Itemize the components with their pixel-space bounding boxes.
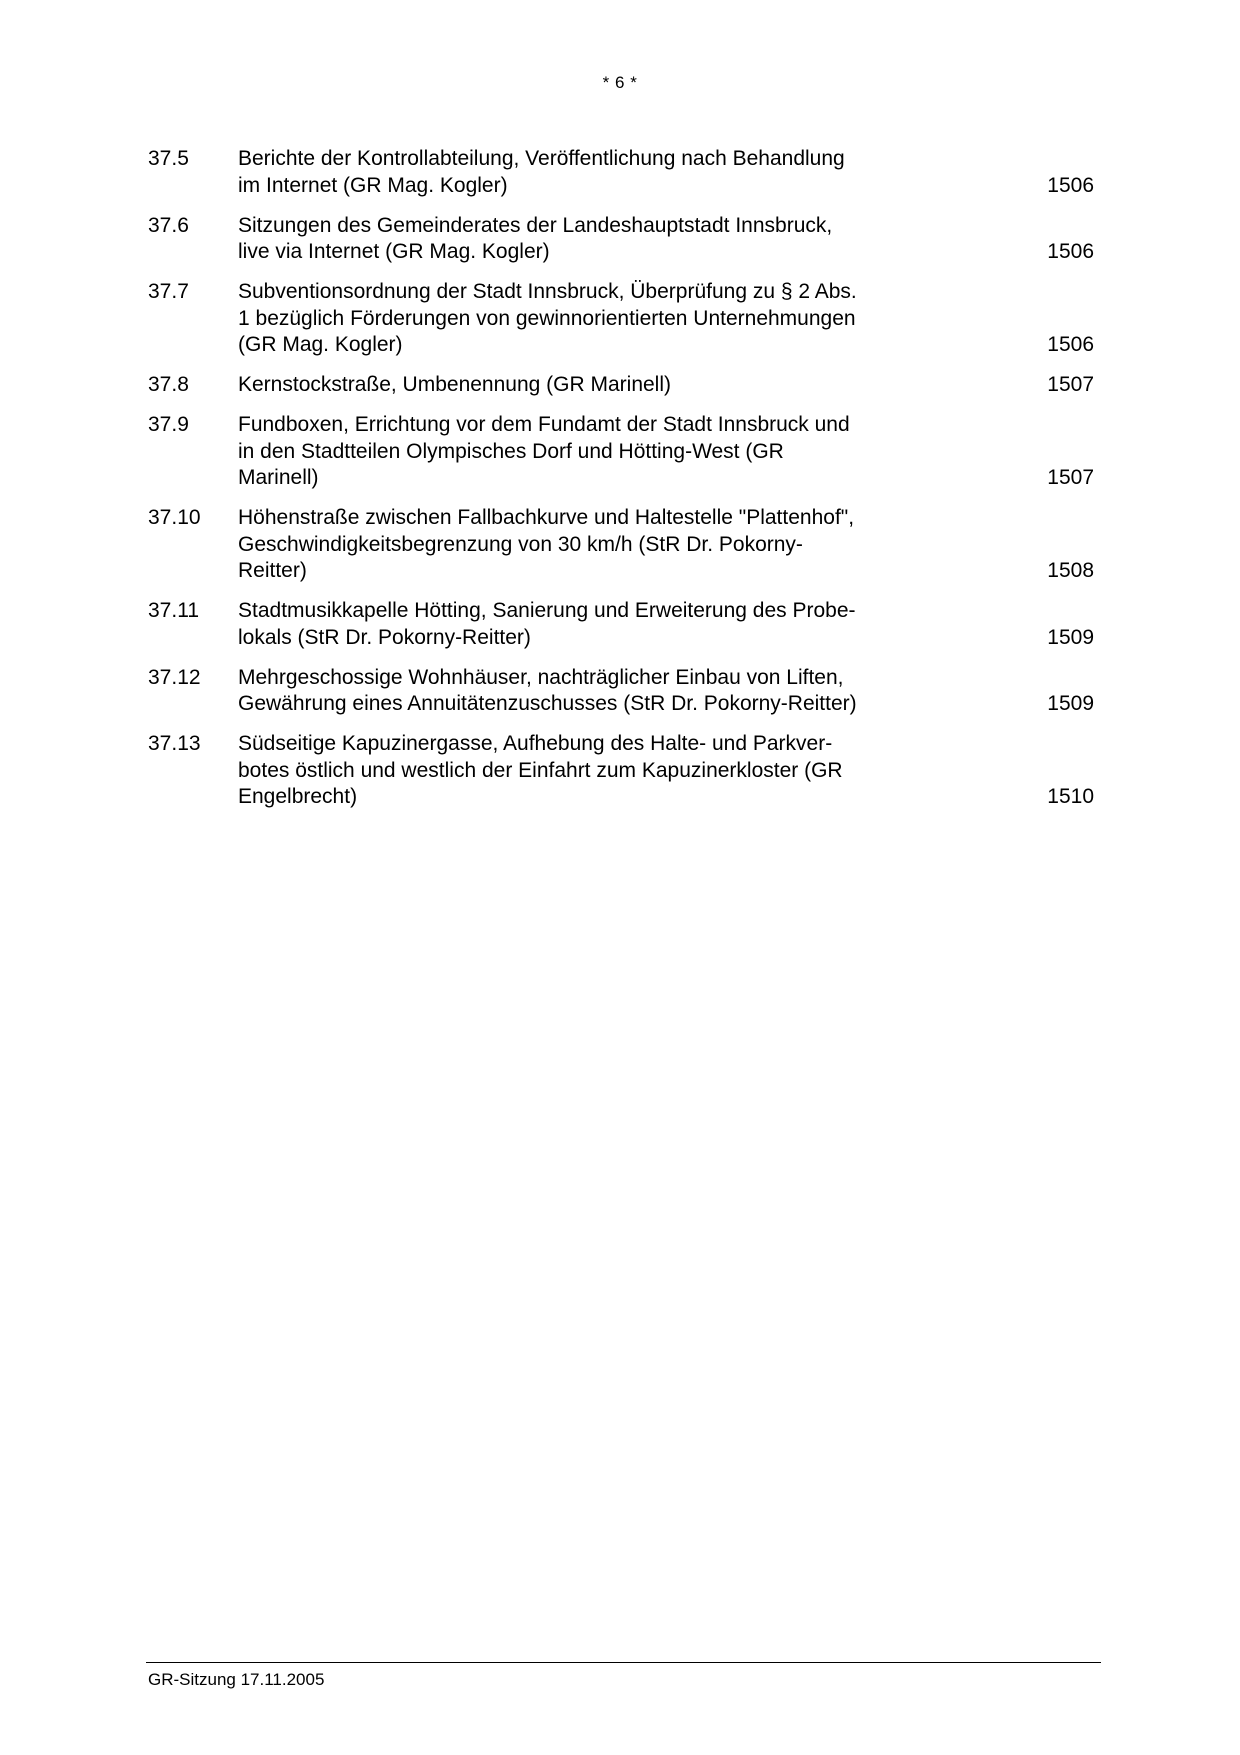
toc-entry-title — [238, 598, 938, 651]
toc-entry-title-line: in den Stadtteilen Olympisches Dorf und Hötting-West (GR — [238, 439, 784, 463]
toc-entry-title-line: Gewährung eines Annuitätenzuschusses (StR Dr. Pokorny-Reitter) — [238, 692, 857, 715]
toc-entry-page: 1506 — [1047, 173, 1094, 197]
toc-entry-title-line: Sitzungen des Gemeinderates der Landeshauptstadt Innsbruck, — [238, 213, 833, 237]
toc-entry-number: 37.8 — [148, 373, 189, 396]
toc-entry-title — [238, 412, 938, 492]
toc-entry-number: 37.9 — [148, 413, 189, 436]
toc-entry-number: 37.6 — [148, 213, 189, 237]
toc-entry-number: 37.13 — [148, 732, 201, 755]
toc-entry-title-line: 1 bezüglich Förderungen von gewinnorientierten Unternehmungen — [238, 306, 856, 330]
toc-entry-title-line: Mehrgeschossige Wohnhäuser, nachträglicher Einbau von Liften, — [238, 665, 844, 689]
toc-entry-title-line: Berichte der Kontrollabteilung, Veröffentlichung nach Behandlung — [238, 147, 845, 170]
toc-entry-title — [238, 505, 938, 585]
toc-entry — [148, 412, 1098, 492]
toc-entry-number: 37.5 — [148, 147, 189, 170]
toc-entry-page: 1507 — [1047, 466, 1094, 489]
table-of-contents — [148, 146, 1098, 824]
toc-entry-title-line: im Internet (GR Mag. Kogler) — [238, 173, 508, 197]
toc-entry-title-line: Marinell) — [238, 466, 319, 489]
toc-entry-title-line: Reitter) — [238, 559, 307, 582]
toc-entry-page: 1510 — [1047, 785, 1094, 808]
toc-entry-title-line: lokals (StR Dr. Pokorny-Reitter) — [238, 625, 531, 649]
toc-entry-page: 1506 — [1047, 240, 1094, 263]
toc-entry-number: 37.7 — [148, 280, 189, 303]
toc-entry-title-line: Höhenstraße zwischen Fallbachkurve und Haltestelle "Plattenhof", — [238, 506, 855, 529]
toc-entry-title-line: Subventionsordnung der Stadt Innsbruck, Überprüfung zu § 2 Abs. — [238, 280, 857, 303]
toc-entry — [148, 279, 1098, 359]
toc-entry-title — [238, 213, 938, 266]
toc-entry-number: 37.11 — [148, 599, 199, 622]
toc-entry — [148, 372, 1098, 399]
toc-entry-title — [238, 731, 938, 811]
toc-entry-title-line: (GR Mag. Kogler) — [238, 333, 403, 356]
toc-entry — [148, 505, 1098, 585]
toc-entry-page: 1509 — [1047, 692, 1094, 715]
toc-entry-title-line: botes östlich und westlich der Einfahrt zum Kapuzinerkloster (GR — [238, 758, 843, 782]
toc-entry-title-line: Fundboxen, Errichtung vor dem Fundamt der Stadt Innsbruck und — [238, 413, 850, 436]
toc-entry-title-line: live via Internet (GR Mag. Kogler) — [238, 240, 550, 263]
toc-entry — [148, 731, 1098, 811]
toc-entry-number: 37.10 — [148, 506, 201, 529]
footer-divider — [146, 1662, 1101, 1663]
toc-entry-title-line: Südseitige Kapuzinergasse, Aufhebung des Halte- und Parkver- — [238, 732, 833, 755]
toc-entry-title — [238, 146, 938, 199]
toc-entry — [148, 213, 1098, 266]
toc-entry — [148, 146, 1098, 199]
toc-entry-title — [238, 279, 938, 359]
toc-entry-number: 37.12 — [148, 665, 201, 689]
toc-entry-title — [238, 372, 938, 399]
toc-entry — [148, 665, 1098, 718]
toc-entry-page: 1508 — [1047, 559, 1094, 582]
toc-entry-page: 1506 — [1047, 333, 1094, 356]
toc-entry-title-line: Stadtmusikkapelle Hötting, Sanierung und Erweiterung des Probe- — [238, 599, 856, 622]
toc-entry-title-line: Geschwindigkeitsbegrenzung von 30 km/h (StR Dr. Pokorny- — [238, 532, 803, 556]
toc-entry-title-line: Engelbrecht) — [238, 785, 358, 808]
toc-entry — [148, 598, 1098, 651]
toc-entry-page: 1507 — [1047, 373, 1094, 396]
page-number: * 6 * — [602, 73, 638, 92]
toc-entry-page: 1509 — [1047, 625, 1094, 649]
toc-entry-title-line: Kernstockstraße, Umbenennung (GR Marinell) — [238, 373, 672, 396]
toc-entry-title — [238, 665, 938, 718]
footer-text: GR-Sitzung 17.11.2005 — [148, 1670, 325, 1689]
